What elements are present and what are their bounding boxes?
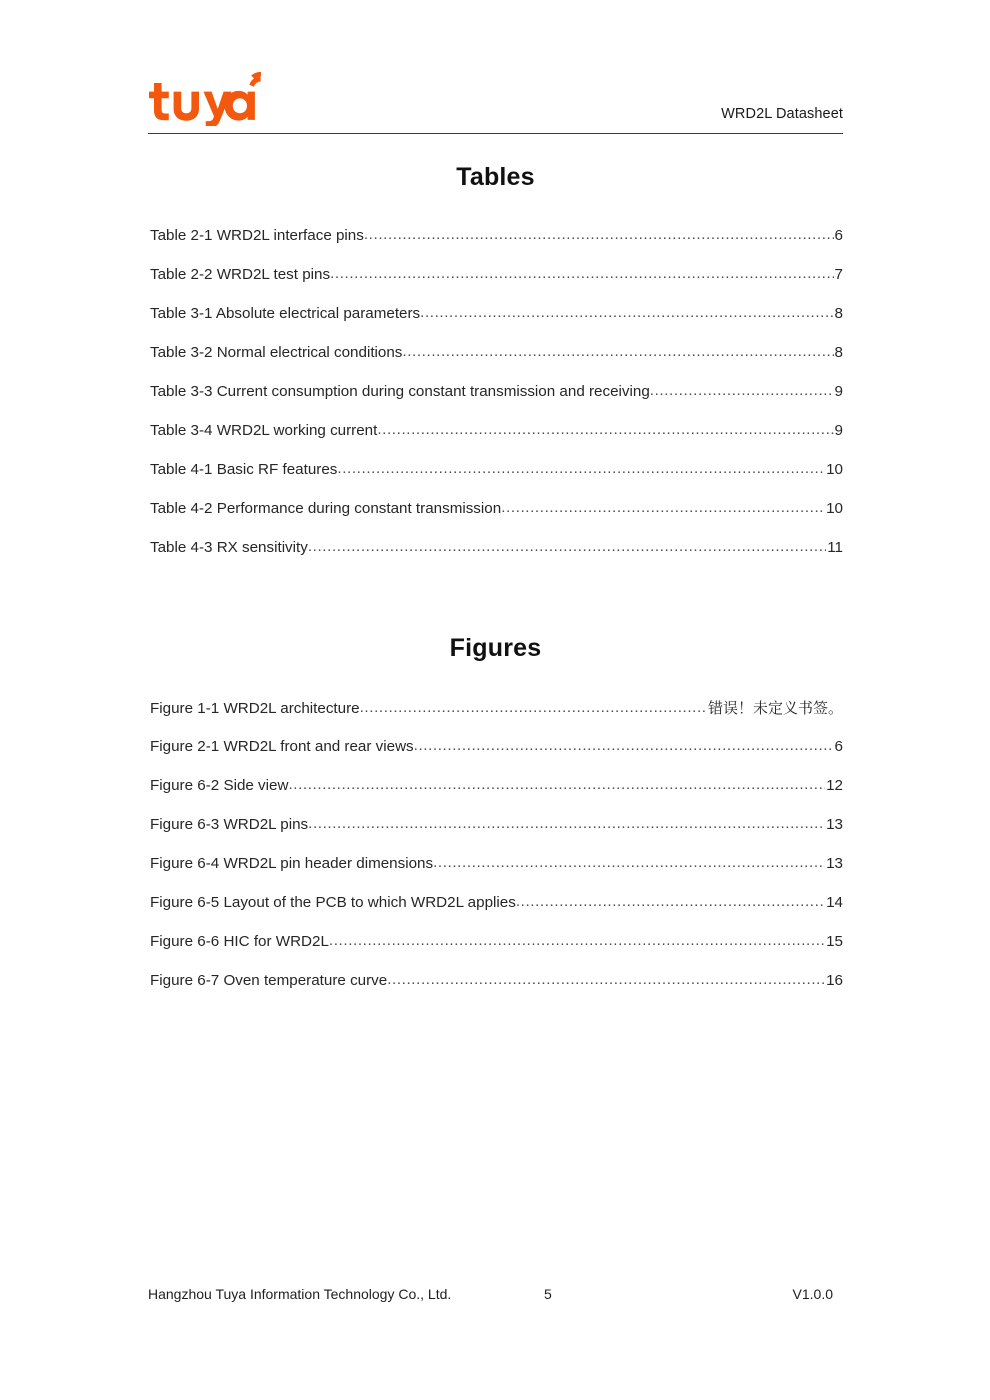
figure-toc-entry-title: Figure 6-6 HIC for WRD2L xyxy=(150,933,329,950)
dot-leader xyxy=(288,776,825,795)
table-toc-entry[interactable] xyxy=(150,421,843,460)
dot-leader xyxy=(337,460,825,479)
figure-toc-entry[interactable] xyxy=(150,815,843,854)
figure-toc-entry-title: Figure 6-5 Layout of the PCB to which WRD2L applies xyxy=(150,894,516,911)
dot-leader xyxy=(414,737,834,756)
table-toc-entry-page: 9 xyxy=(834,383,843,400)
tables-section-heading: Tables xyxy=(456,163,535,191)
table-toc-entry-title: Table 4-3 RX sensitivity xyxy=(150,539,308,556)
dot-leader xyxy=(360,698,707,718)
dot-leader xyxy=(387,971,825,990)
footer-company-name: Hangzhou Tuya Information Technology Co., Ltd. xyxy=(148,1286,452,1302)
figure-toc-entry[interactable] xyxy=(150,932,843,971)
figure-toc-entry-title: Figure 6-2 Side view xyxy=(150,777,289,794)
figure-toc-entry-page: 16 xyxy=(826,972,843,989)
figure-toc-entry[interactable] xyxy=(150,893,843,932)
dot-leader xyxy=(420,304,833,323)
figure-toc-entry-title: Figure 2-1 WRD2L front and rear views xyxy=(150,738,414,755)
table-toc-entry[interactable] xyxy=(150,538,843,577)
table-toc-entry[interactable] xyxy=(150,382,843,421)
figure-toc-entry[interactable] xyxy=(150,971,843,1010)
header-document-title: WRD2L Datasheet xyxy=(721,106,843,122)
table-toc-entry-page: 8 xyxy=(834,305,843,322)
tables-toc-list xyxy=(150,226,843,577)
dot-leader xyxy=(308,815,825,834)
figure-toc-entry[interactable] xyxy=(150,698,843,737)
table-toc-entry-page: 7 xyxy=(834,266,843,283)
dot-leader xyxy=(433,854,825,873)
table-toc-entry-title: Table 3-4 WRD2L working current xyxy=(150,422,378,439)
figure-toc-entry-page: 错误！未定义书签。 xyxy=(707,699,843,717)
dot-leader xyxy=(364,226,834,245)
table-toc-entry-page: 6 xyxy=(834,227,843,244)
figure-toc-entry-title: Figure 6-3 WRD2L pins xyxy=(150,816,309,833)
tuya-logo xyxy=(148,72,268,126)
table-toc-entry[interactable] xyxy=(150,460,843,499)
table-toc-entry[interactable] xyxy=(150,226,843,265)
figures-toc-list xyxy=(150,698,843,1010)
figure-toc-entry-page: 12 xyxy=(826,777,843,794)
figure-toc-entry-page: 15 xyxy=(826,933,843,950)
figure-toc-entry[interactable] xyxy=(150,737,843,776)
table-toc-entry[interactable] xyxy=(150,265,843,304)
table-toc-entry-title: Table 2-1 WRD2L interface pins xyxy=(150,227,364,244)
figure-toc-entry-title: Figure 6-4 WRD2L pin header dimensions xyxy=(150,855,434,872)
figure-toc-entry-title: Figure 1-1 WRD2L architecture xyxy=(150,700,360,717)
footer-page-number: 5 xyxy=(544,1286,552,1302)
dot-leader xyxy=(402,343,833,362)
dot-leader xyxy=(308,538,826,557)
dot-leader xyxy=(516,893,825,912)
table-toc-entry-title: Table 3-3 Current consumption during constant transmission and receiving xyxy=(150,383,650,400)
table-toc-entry-title: Table 2-2 WRD2L test pins xyxy=(150,266,331,283)
header-divider-rule xyxy=(148,133,843,134)
page-footer xyxy=(148,1286,843,1308)
figure-toc-entry-page: 13 xyxy=(826,816,843,833)
figure-toc-entry[interactable] xyxy=(150,854,843,893)
figure-toc-entry-page: 6 xyxy=(834,738,843,755)
table-toc-entry-page: 11 xyxy=(827,539,843,556)
table-toc-entry-page: 10 xyxy=(826,500,843,517)
table-toc-entry-title: Table 3-1 Absolute electrical parameters xyxy=(150,305,421,322)
figures-section-heading: Figures xyxy=(449,634,542,662)
table-toc-entry-page: 8 xyxy=(834,344,843,361)
dot-leader xyxy=(501,499,825,518)
table-toc-entry-title: Table 4-2 Performance during constant transmission xyxy=(150,500,502,517)
table-toc-entry-title: Table 4-1 Basic RF features xyxy=(150,461,338,478)
footer-version: V1.0.0 xyxy=(792,1286,833,1302)
dot-leader xyxy=(330,265,833,284)
table-toc-entry[interactable] xyxy=(150,343,843,382)
figure-toc-entry[interactable] xyxy=(150,776,843,815)
figure-toc-entry-page: 13 xyxy=(826,855,843,872)
dot-leader xyxy=(329,932,825,951)
page-header xyxy=(148,66,843,132)
dot-leader xyxy=(650,382,834,401)
table-toc-entry[interactable] xyxy=(150,304,843,343)
table-toc-entry[interactable] xyxy=(150,499,843,538)
figure-toc-entry-page: 14 xyxy=(826,894,843,911)
table-toc-entry-page: 9 xyxy=(834,422,843,439)
figure-toc-entry-title: Figure 6-7 Oven temperature curve xyxy=(150,972,388,989)
table-toc-entry-title: Table 3-2 Normal electrical conditions xyxy=(150,344,403,361)
table-toc-entry-page: 10 xyxy=(826,461,843,478)
dot-leader xyxy=(377,421,833,440)
